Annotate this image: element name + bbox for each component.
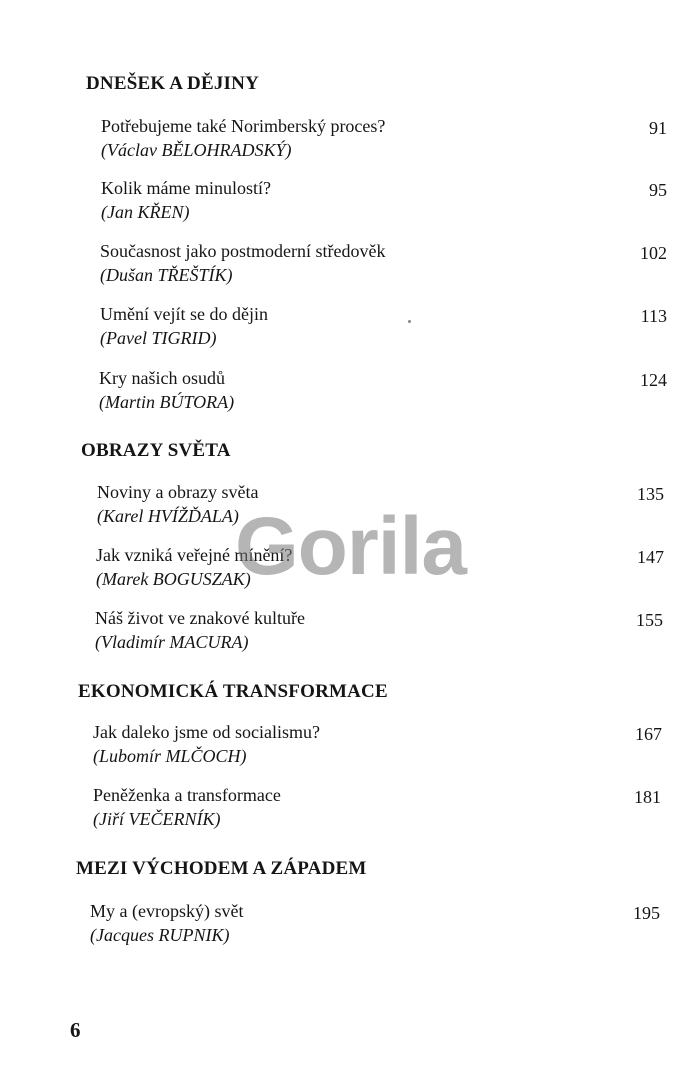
entry-author: (Dušan TŘEŠTÍK) (100, 265, 233, 285)
entry-title: Noviny a obrazy světa (97, 482, 259, 502)
entry-author: (Karel HVÍŽĎALA) (97, 506, 239, 526)
entry-author: (Vladimír MACURA) (95, 632, 249, 652)
section-title-ekonomicka-transformace: EKONOMICKÁ TRANSFORMACE (78, 681, 388, 702)
entry-author: (Jacques RUPNIK) (90, 925, 230, 945)
entry-page-number: 124 (640, 370, 667, 390)
watermark-logo: Gorila (235, 501, 466, 592)
entry-author: (Marek BOGUSZAK) (96, 569, 251, 589)
entry-author: (Martin BÚTORA) (99, 392, 235, 412)
entry-author: (Jiří VEČERNÍK) (93, 809, 221, 829)
entry-title: Náš život ve znakové kultuře (95, 608, 305, 628)
entry-page-number: 167 (635, 724, 662, 744)
section-title-dnesek-a-dejiny: DNEŠEK A DĚJINY (86, 73, 259, 94)
entry-title: Kry našich osudů (99, 368, 225, 388)
section-title-mezi-vychodem-a-zapadem: MEZI VÝCHODEM A ZÁPADEM (76, 858, 367, 879)
entry-author: (Václav BĚLOHRADSKÝ) (101, 140, 292, 160)
entry-page-number: 102 (640, 243, 667, 263)
entry-title: Jak daleko jsme od socialismu? (93, 722, 320, 742)
entry-page-number: 113 (640, 306, 667, 326)
entry-title: Kolik máme minulostí? (101, 178, 271, 198)
print-speck (408, 320, 411, 323)
entry-page-number: 95 (649, 180, 667, 200)
entry-page-number: 181 (634, 787, 661, 807)
entry-page-number: 195 (633, 903, 660, 923)
entry-page-number: 155 (636, 610, 663, 630)
entry-title: Umění vejít se do dějin (100, 304, 268, 324)
entry-author: (Jan KŘEN) (101, 202, 190, 222)
entry-page-number: 91 (649, 118, 667, 138)
entry-title: Peněženka a transformace (93, 785, 281, 805)
page-number: 6 (70, 1018, 81, 1042)
entry-title: Jak vzniká veřejné mínění? (96, 545, 293, 565)
entry-title: My a (evropský) svět (90, 901, 244, 921)
section-title-obrazy-sveta: OBRAZY SVĚTA (81, 440, 231, 461)
entry-title: Současnost jako postmoderní středověk (100, 241, 386, 261)
entry-author: (Pavel TIGRID) (100, 328, 217, 348)
entry-title: Potřebujeme také Norimberský proces? (101, 116, 386, 136)
entry-page-number: 147 (637, 547, 664, 567)
entry-author: (Lubomír MLČOCH) (93, 746, 247, 766)
entry-page-number: 135 (637, 484, 664, 504)
